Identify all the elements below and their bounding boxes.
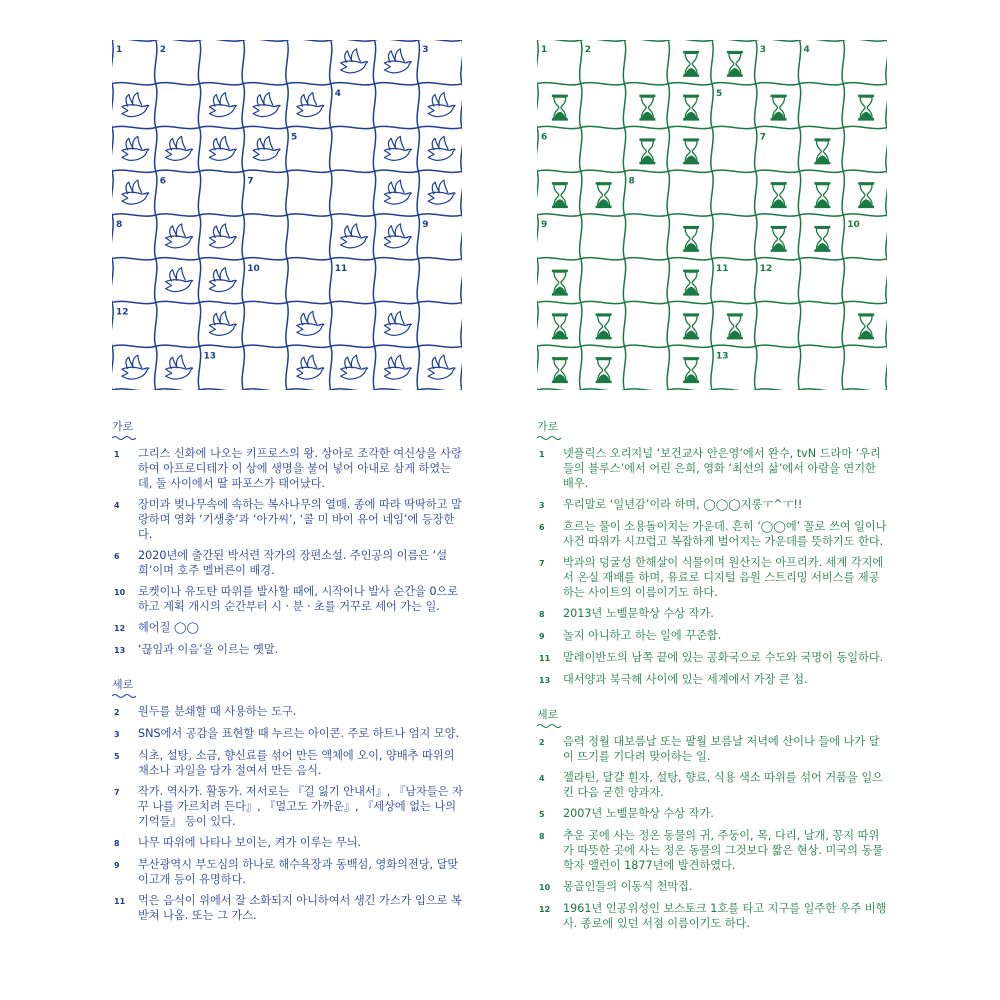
hourglass-icon	[814, 182, 830, 208]
dove-icon	[122, 180, 149, 204]
dove-icon	[122, 136, 149, 160]
clue-number: 12	[539, 905, 551, 914]
clue-number: 4	[114, 501, 120, 510]
clue-item[interactable]	[539, 901, 889, 931]
clue-number: 7	[114, 788, 120, 797]
down-heading	[112, 676, 464, 698]
cell-number: 12	[116, 307, 129, 318]
clue-item[interactable]	[539, 879, 889, 895]
clue-number: 6	[539, 523, 545, 532]
clue-text: 원두를 분쇄할 때 사용하는 도구.	[138, 705, 297, 718]
wave-underline-icon	[537, 723, 561, 728]
clue-text: 그리스 신화에 나오는 키프로스의 왕. 상아로 조각한 여신상을 사랑하여 아프로디테가 이 상에 생명을 불어 넣어 아내로 삼게 하였는데, 둘 사이에서 딸 파포스가 태어났다.	[138, 447, 462, 490]
hourglass-icon	[683, 51, 699, 77]
down-label: 세로	[537, 708, 559, 721]
clue-text: 흐르는 물이 소용돌이치는 가운데. 흔히 ‘◯◯에’ 꼴로 쓰여 일이나 사건 따위가 시끄럽고 복잡하게 벌어지는 가운데를 뜻하기도 한다.	[563, 520, 887, 548]
dove-icon	[341, 224, 368, 248]
cell-number: 13	[203, 351, 217, 362]
dove-icon	[209, 311, 236, 335]
cell-number: 11	[334, 263, 348, 274]
hourglass-icon	[683, 357, 699, 383]
clue-item[interactable]	[539, 446, 889, 491]
cell-number: 7	[247, 176, 254, 187]
hourglass-icon	[639, 138, 655, 164]
wave-underline-icon	[537, 435, 561, 440]
hourglass-icon	[552, 95, 568, 121]
clue-text: 놀지 아니하고 하는 일에 꾸준함.	[563, 629, 722, 642]
clue-number: 13	[539, 676, 551, 685]
across-label: 가로	[112, 420, 134, 433]
cell-number: 9	[541, 220, 548, 230]
clue-text: ‘끊임과 이음’을 이르는 옛말.	[138, 643, 279, 656]
clue-panel-left	[114, 418, 464, 923]
clue-item[interactable]	[114, 857, 464, 887]
across-clue-list	[539, 446, 889, 688]
clue-item[interactable]	[539, 828, 889, 873]
dove-icon	[122, 93, 149, 117]
hourglass-icon	[727, 313, 743, 339]
cell-number: 1	[541, 45, 548, 55]
clue-number: 8	[539, 832, 545, 841]
down-heading	[537, 706, 889, 728]
clue-text: 로켓이나 유도탄 따위를 발사할 때에, 시작이나 발사 순간을 0으로 하고 계획 개시의 순간부터 시 · 분 · 초를 거꾸로 세어 가는 일.	[138, 585, 459, 613]
grid-svg-left	[112, 40, 462, 390]
crossword-grid-left[interactable]	[112, 40, 462, 390]
hourglass-icon	[727, 51, 743, 77]
dove-icon	[253, 93, 280, 117]
cell-number: 11	[716, 263, 729, 274]
crossword-grid-right[interactable]	[537, 40, 887, 390]
clue-number: 11	[114, 897, 126, 906]
clue-text: 넷플릭스 오리지널 ‘보건교사 안은영’에서 완수, tvN 드라마 ‘우리들의 블루스’에서 어린 은희, 영화 ‘최선의 삶’에서 아람을 연기한 배우.	[563, 447, 881, 490]
cell-number: 7	[759, 132, 767, 143]
cell-number: 4	[334, 88, 342, 99]
clue-text: 말레이반도의 남쪽 끝에 있는 공화국으로 수도와 국명이 동일하다.	[563, 651, 884, 664]
clue-text: 1961년 인공위성인 보스토크 1호를 타고 지구를 일주한 우주 비행사. 종로에 있던 서점 이름이기도 하다.	[563, 902, 887, 930]
grid-svg-right	[537, 40, 887, 390]
clue-text: 몽골인들의 이동식 천막집.	[563, 880, 693, 893]
hourglass-icon	[552, 182, 568, 208]
cell-number: 8	[116, 220, 123, 230]
clue-item[interactable]	[539, 770, 889, 800]
cell-number: 3	[759, 45, 767, 55]
across-heading	[112, 418, 464, 440]
hourglass-icon	[683, 95, 699, 121]
clue-item[interactable]	[539, 628, 889, 644]
clue-number: 9	[114, 861, 120, 870]
hourglass-icon	[771, 226, 787, 252]
dove-icon	[384, 355, 411, 379]
dove-icon	[428, 136, 455, 160]
down-clue-list	[114, 704, 464, 923]
clue-text: 2013년 노벨문학상 수상 작가.	[563, 607, 714, 620]
clue-number: 3	[539, 501, 545, 510]
clue-number: 8	[114, 839, 120, 848]
clue-item[interactable]	[539, 650, 889, 666]
dove-icon	[122, 355, 149, 379]
dove-icon	[428, 93, 455, 117]
cell-number: 8	[628, 176, 635, 187]
clue-number: 2	[114, 708, 120, 717]
clue-text: 젤라틴, 달걀 흰자, 설탕, 향료, 식용 색소 따위를 섞어 거품을 일으킨 다음 굳힌 양과자.	[563, 771, 883, 799]
hourglass-icon	[814, 138, 830, 164]
clue-number: 10	[114, 588, 126, 597]
dove-icon	[384, 49, 411, 73]
clue-text: SNS에서 공감을 표현할 때 누르는 아이콘. 주로 하트나 엄지 모양.	[138, 727, 460, 740]
dove-icon	[384, 311, 411, 335]
clue-number: 5	[539, 810, 545, 819]
cell-number: 10	[247, 263, 260, 274]
clue-item[interactable]	[114, 584, 464, 614]
clue-panel-right	[539, 418, 889, 931]
hourglass-icon	[552, 357, 568, 383]
dove-icon	[166, 136, 193, 160]
clue-number: 7	[539, 559, 545, 568]
clue-text: 헤어질 ◯◯	[138, 621, 200, 634]
dove-icon	[297, 355, 324, 379]
clue-number: 12	[114, 624, 126, 633]
clue-item[interactable]	[539, 672, 889, 688]
clue-text: 우리말로 ‘일년감’이라 하며, ◯◯◯지롱ㅜ^ㅜ!!	[563, 498, 803, 511]
clue-number: 11	[539, 654, 551, 663]
hourglass-icon	[596, 357, 612, 383]
dove-icon	[166, 268, 193, 292]
clue-text: 나무 따위에 나타나 보이는, 켜가 이루는 무늬.	[138, 836, 361, 849]
clue-item[interactable]	[114, 893, 464, 923]
clue-number: 2	[539, 738, 545, 747]
across-clue-list	[114, 446, 464, 658]
clue-text: 음력 정월 대보름날 또는 팔월 보름날 저녁에 산이나 들에 나가 달이 뜨기를 기다려 맞이하는 일.	[563, 735, 880, 763]
dove-icon	[166, 355, 193, 379]
clue-item[interactable]	[114, 784, 464, 829]
clue-item[interactable]	[539, 734, 889, 764]
hourglass-icon	[683, 313, 699, 339]
clue-text: 추운 곳에 사는 정온 동물의 귀, 주둥이, 목, 다리, 날개, 꽁지 따위가 따뜻한 곳에 사는 정온 동물의 그것보다 짧은 현상. 미국의 동물학자 앨런이 1877년에 발견하였다.	[563, 829, 884, 872]
hourglass-icon	[552, 270, 568, 296]
hourglass-icon	[814, 226, 830, 252]
clue-number: 4	[539, 774, 545, 783]
clue-number: 10	[539, 883, 551, 892]
cell-number: 2	[584, 45, 592, 55]
dove-icon	[209, 136, 236, 160]
hourglass-icon	[858, 95, 874, 121]
clue-item[interactable]	[114, 620, 464, 636]
hourglass-icon	[552, 313, 568, 339]
cell-number: 5	[291, 132, 298, 143]
clue-number: 5	[114, 752, 120, 761]
hourglass-icon	[596, 313, 612, 339]
clue-item[interactable]	[114, 642, 464, 658]
clue-item[interactable]	[539, 555, 889, 600]
dove-icon	[384, 136, 411, 160]
cell-number: 13	[716, 351, 729, 362]
wave-underline-icon	[112, 435, 136, 440]
cell-number: 4	[803, 45, 810, 55]
cell-number: 3	[422, 45, 429, 55]
clue-item[interactable]	[114, 704, 464, 720]
clue-item[interactable]	[539, 606, 889, 622]
hourglass-icon	[639, 95, 655, 121]
hourglass-icon	[596, 182, 612, 208]
clue-item[interactable]	[114, 446, 464, 491]
clue-item[interactable]	[539, 519, 889, 549]
dove-icon	[209, 93, 236, 117]
hourglass-icon	[683, 138, 699, 164]
clue-text: 식초, 설탕, 소금, 향신료를 섞어 만든 액체에 오이, 양배추 따위의 채소나 과일을 담가 절여서 만든 음식.	[138, 749, 455, 777]
down-clue-list	[539, 734, 889, 931]
cell-number: 9	[422, 220, 429, 230]
dove-icon	[428, 180, 455, 204]
clue-number: 8	[539, 610, 545, 619]
across-label: 가로	[537, 420, 559, 433]
dove-icon	[297, 93, 324, 117]
down-label: 세로	[112, 678, 134, 691]
hourglass-icon	[771, 182, 787, 208]
clue-item[interactable]	[114, 748, 464, 778]
clue-text: 작가. 역사가. 활동가. 저서로는 『길 잃기 안내서』, 『남자들은 자꾸 나를 가르치려 든다』, 『멀고도 가까운』, 『세상에 없는 나의 기억들』 등이 있다.	[138, 785, 463, 828]
clue-text: 박과의 덩굴성 한해살이 식물이며 원산지는 아프리카. 세계 각지에서 온실 재배를 하며, 유료로 디지털 음원 스트리밍 서비스를 제공하는 사이트의 이름이기도 하다.	[563, 556, 884, 599]
hourglass-icon	[683, 226, 699, 252]
clue-number: 1	[539, 450, 545, 459]
clue-text: 2020년에 출간된 박서련 작가의 장편소설. 주인공의 이름은 ‘설희’이며 호주 멜버른이 배경.	[138, 549, 448, 577]
cell-number: 6	[159, 176, 167, 187]
hourglass-icon	[771, 95, 787, 121]
clue-number: 3	[114, 730, 120, 739]
dove-icon	[166, 224, 193, 248]
wave-underline-icon	[112, 693, 136, 698]
dove-icon	[209, 224, 236, 248]
clue-number: 1	[114, 450, 120, 459]
clue-item[interactable]	[114, 835, 464, 851]
clue-text: 장미과 벚나무속에 속하는 복사나무의 열매. 종에 따라 딱딱하고 말랑하며 영화 ‘기생충’과 ‘아가씨’, ‘콜 미 바이 유어 네임’에 등장한다.	[138, 498, 462, 541]
dove-icon	[341, 355, 368, 379]
across-heading	[537, 418, 889, 440]
clue-number: 6	[114, 552, 120, 561]
dove-icon	[341, 49, 368, 73]
dove-icon	[428, 355, 455, 379]
cell-number: 2	[159, 45, 167, 55]
hourglass-icon	[858, 313, 874, 339]
dove-icon	[209, 268, 236, 292]
cell-number: 5	[716, 88, 723, 99]
clue-text: 먹은 음식이 위에서 잘 소화되지 아니하여서 생긴 가스가 입으로 복받쳐 나옴. 또는 그 가스.	[138, 894, 462, 922]
dove-icon	[384, 180, 411, 204]
cell-number: 12	[759, 263, 773, 274]
hourglass-icon	[858, 182, 874, 208]
clue-number: 9	[539, 632, 545, 641]
cell-number: 10	[847, 220, 860, 230]
dove-icon	[297, 311, 324, 335]
clue-item[interactable]	[539, 806, 889, 822]
clue-item[interactable]	[114, 497, 464, 542]
clue-text: 2007년 노벨문학상 수상 작가.	[563, 807, 714, 820]
clue-item[interactable]	[114, 726, 464, 742]
clue-text: 부산광역시 부도심의 하나로 해수욕장과 동백섬, 영화의전당, 달맞이고개 등이 유명하다.	[138, 858, 459, 886]
dove-icon	[253, 136, 280, 160]
cell-number: 6	[541, 132, 548, 143]
clue-item[interactable]	[539, 497, 889, 513]
dove-icon	[384, 224, 411, 248]
hourglass-icon	[683, 270, 699, 296]
clue-item[interactable]	[114, 548, 464, 578]
clue-number: 13	[114, 646, 126, 655]
cell-number: 1	[116, 45, 123, 55]
clue-text: 대서양과 북극해 사이에 있는 세계에서 가장 큰 섬.	[563, 673, 808, 686]
